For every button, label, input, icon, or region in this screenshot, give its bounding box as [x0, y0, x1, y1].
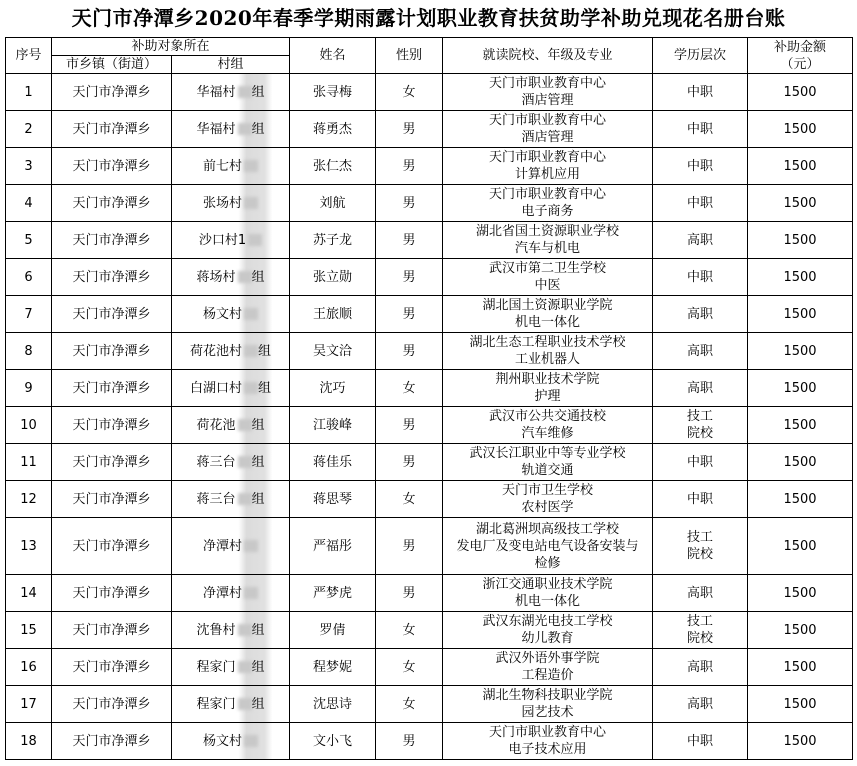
cell-village-text: 荷花池 — [196, 417, 236, 433]
table-row — [6, 407, 853, 444]
level-line1: 中职 — [687, 733, 714, 749]
cell-name: 苏子龙 — [290, 222, 376, 259]
cell-village-suffix: 组 — [251, 121, 265, 137]
cell-amount: 1500 — [748, 185, 853, 222]
cell-village — [172, 185, 290, 222]
cell-village — [172, 444, 290, 481]
cell-name: 沈思诗 — [290, 686, 376, 723]
cell-level — [653, 444, 748, 481]
cell-amount: 1500 — [748, 481, 853, 518]
cell-town: 天门市净潭乡 — [52, 444, 172, 481]
header-school: 就读院校、年级及专业 — [443, 38, 653, 74]
cell-town: 天门市净潭乡 — [52, 185, 172, 222]
cell-town: 天门市净潭乡 — [52, 333, 172, 370]
cell-name: 张仁杰 — [290, 148, 376, 185]
school-name: 浙江交通职业技术学院 — [482, 577, 613, 592]
cell-level — [653, 333, 748, 370]
cell-index: 1 — [6, 74, 52, 111]
level-line1: 高职 — [687, 380, 714, 396]
school-name: 湖北省国土资源职业学校 — [476, 224, 620, 239]
cell-village — [172, 481, 290, 518]
cell-town: 天门市净潭乡 — [52, 575, 172, 612]
cell-village — [172, 259, 290, 296]
cell-name: 吴文洽 — [290, 333, 376, 370]
cell-village-text: 华福村 — [196, 121, 236, 137]
level-line1: 技工 — [687, 614, 714, 629]
table-row — [6, 686, 853, 723]
cell-gender: 男 — [376, 333, 443, 370]
cell-index: 3 — [6, 148, 52, 185]
school-major: 幼儿教育 — [521, 631, 574, 646]
cell-index: 2 — [6, 111, 52, 148]
cell-village-suffix: 组 — [251, 454, 265, 470]
school-major: 工程造价 — [521, 668, 574, 683]
level-line1: 中职 — [687, 121, 714, 137]
redaction-mark — [238, 456, 252, 468]
cell-school — [443, 222, 653, 259]
level-line1: 高职 — [687, 306, 714, 322]
school-name: 武汉东湖光电技工学校 — [482, 614, 613, 629]
cell-village-text: 沈鲁村 — [196, 622, 236, 638]
cell-village — [172, 649, 290, 686]
header-level: 学历层次 — [653, 38, 748, 74]
header-amount-line2: （元） — [780, 56, 820, 72]
cell-index: 7 — [6, 296, 52, 333]
cell-school — [443, 518, 653, 575]
cell-town: 天门市净潭乡 — [52, 686, 172, 723]
table-row — [6, 222, 853, 259]
level-line1: 技工 — [687, 409, 714, 424]
redaction-mark — [238, 661, 252, 673]
cell-village — [172, 111, 290, 148]
cell-village — [172, 575, 290, 612]
table-row — [6, 185, 853, 222]
header-target-group: 补助对象所在 — [52, 38, 290, 56]
table-row — [6, 259, 853, 296]
cell-name: 江骏峰 — [290, 407, 376, 444]
cell-index: 12 — [6, 481, 52, 518]
level-line1: 中职 — [687, 491, 714, 507]
cell-amount: 1500 — [748, 333, 853, 370]
cell-village — [172, 333, 290, 370]
school-name: 天门市职业教育中心 — [489, 187, 607, 202]
cell-village-suffix: 组 — [251, 491, 265, 507]
cell-village-text: 程家门 — [196, 696, 236, 712]
cell-index: 18 — [6, 723, 52, 760]
cell-gender: 男 — [376, 444, 443, 481]
cell-school — [443, 111, 653, 148]
school-major: 中医 — [534, 278, 561, 293]
cell-town: 天门市净潭乡 — [52, 649, 172, 686]
school-major: 电子技术应用 — [508, 742, 587, 757]
cell-amount: 1500 — [748, 111, 853, 148]
cell-village-suffix: 组 — [251, 269, 265, 285]
cell-village-suffix: 组 — [251, 84, 265, 100]
cell-index: 9 — [6, 370, 52, 407]
cell-town: 天门市净潭乡 — [52, 259, 172, 296]
cell-village — [172, 370, 290, 407]
cell-index: 13 — [6, 518, 52, 575]
school-major: 汽车维修 — [521, 426, 574, 441]
cell-village — [172, 74, 290, 111]
cell-amount: 1500 — [748, 612, 853, 649]
cell-gender: 男 — [376, 222, 443, 259]
cell-name: 蒋思琴 — [290, 481, 376, 518]
header-name: 姓名 — [290, 38, 376, 74]
table-row — [6, 296, 853, 333]
table-row — [6, 111, 853, 148]
redaction-mark — [238, 698, 252, 710]
cell-level — [653, 723, 748, 760]
level-line2: 院校 — [687, 426, 714, 441]
cell-school — [443, 575, 653, 612]
cell-village-suffix: 组 — [251, 659, 265, 675]
cell-town: 天门市净潭乡 — [52, 723, 172, 760]
cell-village — [172, 222, 290, 259]
school-major: 轨道交通 — [521, 463, 574, 478]
cell-amount: 1500 — [748, 222, 853, 259]
redaction-mark — [244, 735, 258, 747]
cell-gender: 男 — [376, 185, 443, 222]
cell-school — [443, 333, 653, 370]
cell-school — [443, 370, 653, 407]
school-major: 计算机应用 — [515, 167, 581, 182]
cell-village-text: 沙口村1 — [198, 232, 247, 248]
table-row — [6, 612, 853, 649]
cell-town: 天门市净潭乡 — [52, 296, 172, 333]
level-line1: 技工 — [687, 530, 714, 545]
school-major: 工业机器人 — [515, 352, 581, 367]
school-name: 湖北国土资源职业学院 — [482, 298, 613, 313]
subsidy-register-table — [5, 37, 853, 760]
cell-village-text: 白湖口村 — [189, 380, 242, 396]
school-name: 天门市职业教育中心 — [489, 725, 607, 740]
cell-town: 天门市净潭乡 — [52, 518, 172, 575]
level-line2: 院校 — [687, 631, 714, 646]
cell-index: 15 — [6, 612, 52, 649]
cell-gender: 女 — [376, 649, 443, 686]
school-name: 湖北葛洲坝高级技工学校 — [476, 521, 620, 537]
school-name: 武汉市公共交通技校 — [489, 409, 607, 424]
cell-village-text: 张场村 — [203, 195, 243, 211]
redaction-mark — [238, 86, 252, 98]
cell-school — [443, 612, 653, 649]
cell-amount: 1500 — [748, 444, 853, 481]
cell-village-text: 杨文村 — [203, 306, 243, 322]
cell-gender: 女 — [376, 370, 443, 407]
table-row — [6, 370, 853, 407]
cell-gender: 女 — [376, 686, 443, 723]
cell-village-suffix: 组 — [251, 417, 265, 433]
cell-index: 8 — [6, 333, 52, 370]
table-row — [6, 481, 853, 518]
cell-amount: 1500 — [748, 649, 853, 686]
table-row — [6, 444, 853, 481]
cell-level — [653, 575, 748, 612]
level-line1: 高职 — [687, 232, 714, 248]
header-amount-line1: 补助金额 — [774, 39, 827, 55]
cell-gender: 男 — [376, 259, 443, 296]
school-name: 湖北生物科技职业学院 — [482, 688, 613, 703]
cell-village-text: 荷花池村 — [189, 343, 242, 359]
cell-town: 天门市净潭乡 — [52, 111, 172, 148]
table-row — [6, 723, 853, 760]
redaction-mark — [238, 624, 252, 636]
school-major-cont: 检修 — [534, 555, 561, 571]
table-row — [6, 518, 853, 575]
cell-village-text: 程家门 — [196, 659, 236, 675]
level-line1: 高职 — [687, 659, 714, 675]
school-major: 汽车与机电 — [515, 241, 581, 256]
cell-gender: 男 — [376, 723, 443, 760]
cell-level — [653, 111, 748, 148]
cell-town: 天门市净潭乡 — [52, 222, 172, 259]
table-row — [6, 575, 853, 612]
cell-village — [172, 407, 290, 444]
school-major: 护理 — [534, 389, 561, 404]
school-major: 电子商务 — [521, 204, 574, 219]
cell-village-suffix: 组 — [258, 343, 272, 359]
school-name: 武汉外语外事学院 — [495, 651, 600, 666]
cell-school — [443, 74, 653, 111]
cell-name: 张立勋 — [290, 259, 376, 296]
cell-gender: 男 — [376, 518, 443, 575]
cell-level — [653, 518, 748, 575]
cell-index: 10 — [6, 407, 52, 444]
school-name: 天门市职业教育中心 — [489, 150, 607, 165]
header-gender: 性别 — [376, 38, 443, 74]
cell-name: 严梦虎 — [290, 575, 376, 612]
cell-gender: 男 — [376, 296, 443, 333]
cell-school — [443, 481, 653, 518]
cell-village-text: 前七村 — [203, 158, 243, 174]
cell-school — [443, 723, 653, 760]
cell-village-suffix: 组 — [258, 380, 272, 396]
cell-village-text: 杨文村 — [203, 733, 243, 749]
cell-school — [443, 296, 653, 333]
table-row — [6, 333, 853, 370]
cell-village-text: 蒋三台 — [196, 491, 236, 507]
cell-level — [653, 686, 748, 723]
cell-village-text: 净潭村 — [203, 538, 243, 554]
cell-amount: 1500 — [748, 723, 853, 760]
table-row — [6, 148, 853, 185]
level-line1: 高职 — [687, 585, 714, 601]
redaction-mark — [238, 493, 252, 505]
cell-town: 天门市净潭乡 — [52, 148, 172, 185]
cell-level — [653, 649, 748, 686]
cell-town: 天门市净潭乡 — [52, 370, 172, 407]
table-row — [6, 74, 853, 111]
cell-amount: 1500 — [748, 370, 853, 407]
school-name: 湖北生态工程职业技术学校 — [469, 335, 626, 350]
level-line1: 中职 — [687, 454, 714, 470]
cell-town: 天门市净潭乡 — [52, 407, 172, 444]
cell-name: 蒋勇杰 — [290, 111, 376, 148]
cell-level — [653, 74, 748, 111]
cell-town: 天门市净潭乡 — [52, 481, 172, 518]
cell-level — [653, 185, 748, 222]
school-major: 园艺技术 — [521, 705, 574, 720]
redaction-mark — [244, 587, 258, 599]
cell-level — [653, 370, 748, 407]
cell-town: 天门市净潭乡 — [52, 74, 172, 111]
cell-amount: 1500 — [748, 407, 853, 444]
cell-school — [443, 148, 653, 185]
cell-index: 16 — [6, 649, 52, 686]
cell-level — [653, 148, 748, 185]
redaction-mark — [244, 345, 258, 357]
level-line1: 中职 — [687, 84, 714, 100]
cell-level — [653, 407, 748, 444]
school-major: 机电一体化 — [515, 315, 581, 330]
school-name: 荆州职业技术学院 — [495, 372, 600, 387]
cell-name: 严福彤 — [290, 518, 376, 575]
level-line2: 院校 — [687, 547, 714, 562]
cell-village-text: 华福村 — [196, 84, 236, 100]
redaction-mark — [238, 123, 252, 135]
cell-level — [653, 222, 748, 259]
cell-index: 5 — [6, 222, 52, 259]
cell-school — [443, 649, 653, 686]
cell-level — [653, 296, 748, 333]
redaction-mark — [244, 197, 258, 209]
redaction-mark — [238, 271, 252, 283]
school-name: 天门市职业教育中心 — [489, 113, 607, 128]
cell-school — [443, 407, 653, 444]
cell-amount: 1500 — [748, 148, 853, 185]
cell-amount: 1500 — [748, 518, 853, 575]
cell-village-suffix: 组 — [251, 696, 265, 712]
level-line1: 高职 — [687, 696, 714, 712]
level-line1: 高职 — [687, 343, 714, 359]
cell-gender: 女 — [376, 612, 443, 649]
cell-village — [172, 296, 290, 333]
cell-level — [653, 612, 748, 649]
cell-village — [172, 723, 290, 760]
cell-school — [443, 444, 653, 481]
table-body — [6, 74, 853, 760]
redaction-mark — [244, 308, 258, 320]
cell-amount: 1500 — [748, 686, 853, 723]
school-name: 武汉长江职业中等专业学校 — [469, 446, 626, 461]
cell-name: 文小飞 — [290, 723, 376, 760]
cell-school — [443, 686, 653, 723]
cell-village-text: 蒋场村 — [196, 269, 236, 285]
cell-name: 沈巧 — [290, 370, 376, 407]
cell-amount: 1500 — [748, 296, 853, 333]
level-line1: 中职 — [687, 195, 714, 211]
level-line1: 中职 — [687, 269, 714, 285]
cell-village-text: 净潭村 — [203, 585, 243, 601]
cell-village — [172, 686, 290, 723]
school-major: 酒店管理 — [521, 130, 574, 145]
cell-index: 14 — [6, 575, 52, 612]
cell-index: 17 — [6, 686, 52, 723]
school-name: 武汉市第二卫生学校 — [489, 261, 607, 276]
cell-village-text: 蒋三台 — [196, 454, 236, 470]
page-title: 天门市净潭乡2020年春季学期雨露计划职业教育扶贫助学补助兑现花名册台账 — [71, 6, 786, 30]
cell-name: 程梦妮 — [290, 649, 376, 686]
cell-index: 6 — [6, 259, 52, 296]
cell-village — [172, 612, 290, 649]
cell-gender: 男 — [376, 148, 443, 185]
school-name: 天门市卫生学校 — [502, 483, 594, 498]
cell-gender: 男 — [376, 407, 443, 444]
cell-village-suffix: 组 — [251, 622, 265, 638]
cell-name: 蒋佳乐 — [290, 444, 376, 481]
cell-amount: 1500 — [748, 74, 853, 111]
cell-name: 刘航 — [290, 185, 376, 222]
cell-school — [443, 185, 653, 222]
redaction-mark — [244, 540, 258, 552]
cell-level — [653, 481, 748, 518]
school-major: 酒店管理 — [521, 93, 574, 108]
header-amount — [748, 38, 853, 74]
cell-index: 4 — [6, 185, 52, 222]
cell-school — [443, 259, 653, 296]
cell-name: 王旅顺 — [290, 296, 376, 333]
school-name: 天门市职业教育中心 — [489, 76, 607, 91]
table-row — [6, 649, 853, 686]
cell-amount: 1500 — [748, 259, 853, 296]
cell-gender: 女 — [376, 74, 443, 111]
cell-gender: 女 — [376, 481, 443, 518]
level-line1: 中职 — [687, 158, 714, 174]
cell-village — [172, 148, 290, 185]
cell-index: 11 — [6, 444, 52, 481]
cell-town: 天门市净潭乡 — [52, 612, 172, 649]
cell-level — [653, 259, 748, 296]
redaction-mark — [244, 160, 258, 172]
cell-amount: 1500 — [748, 575, 853, 612]
school-major: 农村医学 — [521, 500, 574, 515]
cell-village — [172, 518, 290, 575]
header-village: 村组 — [172, 56, 290, 74]
school-major: 机电一体化 — [515, 594, 581, 609]
redaction-mark — [248, 234, 262, 246]
cell-name: 张寻梅 — [290, 74, 376, 111]
redaction-mark — [244, 382, 258, 394]
school-major: 发电厂及变电站电气设备安装与 — [456, 538, 639, 554]
cell-gender: 男 — [376, 111, 443, 148]
header-town: 市乡镇（街道） — [52, 56, 172, 74]
cell-gender: 男 — [376, 575, 443, 612]
header-index: 序号 — [6, 38, 52, 74]
redaction-mark — [238, 419, 252, 431]
cell-name: 罗倩 — [290, 612, 376, 649]
